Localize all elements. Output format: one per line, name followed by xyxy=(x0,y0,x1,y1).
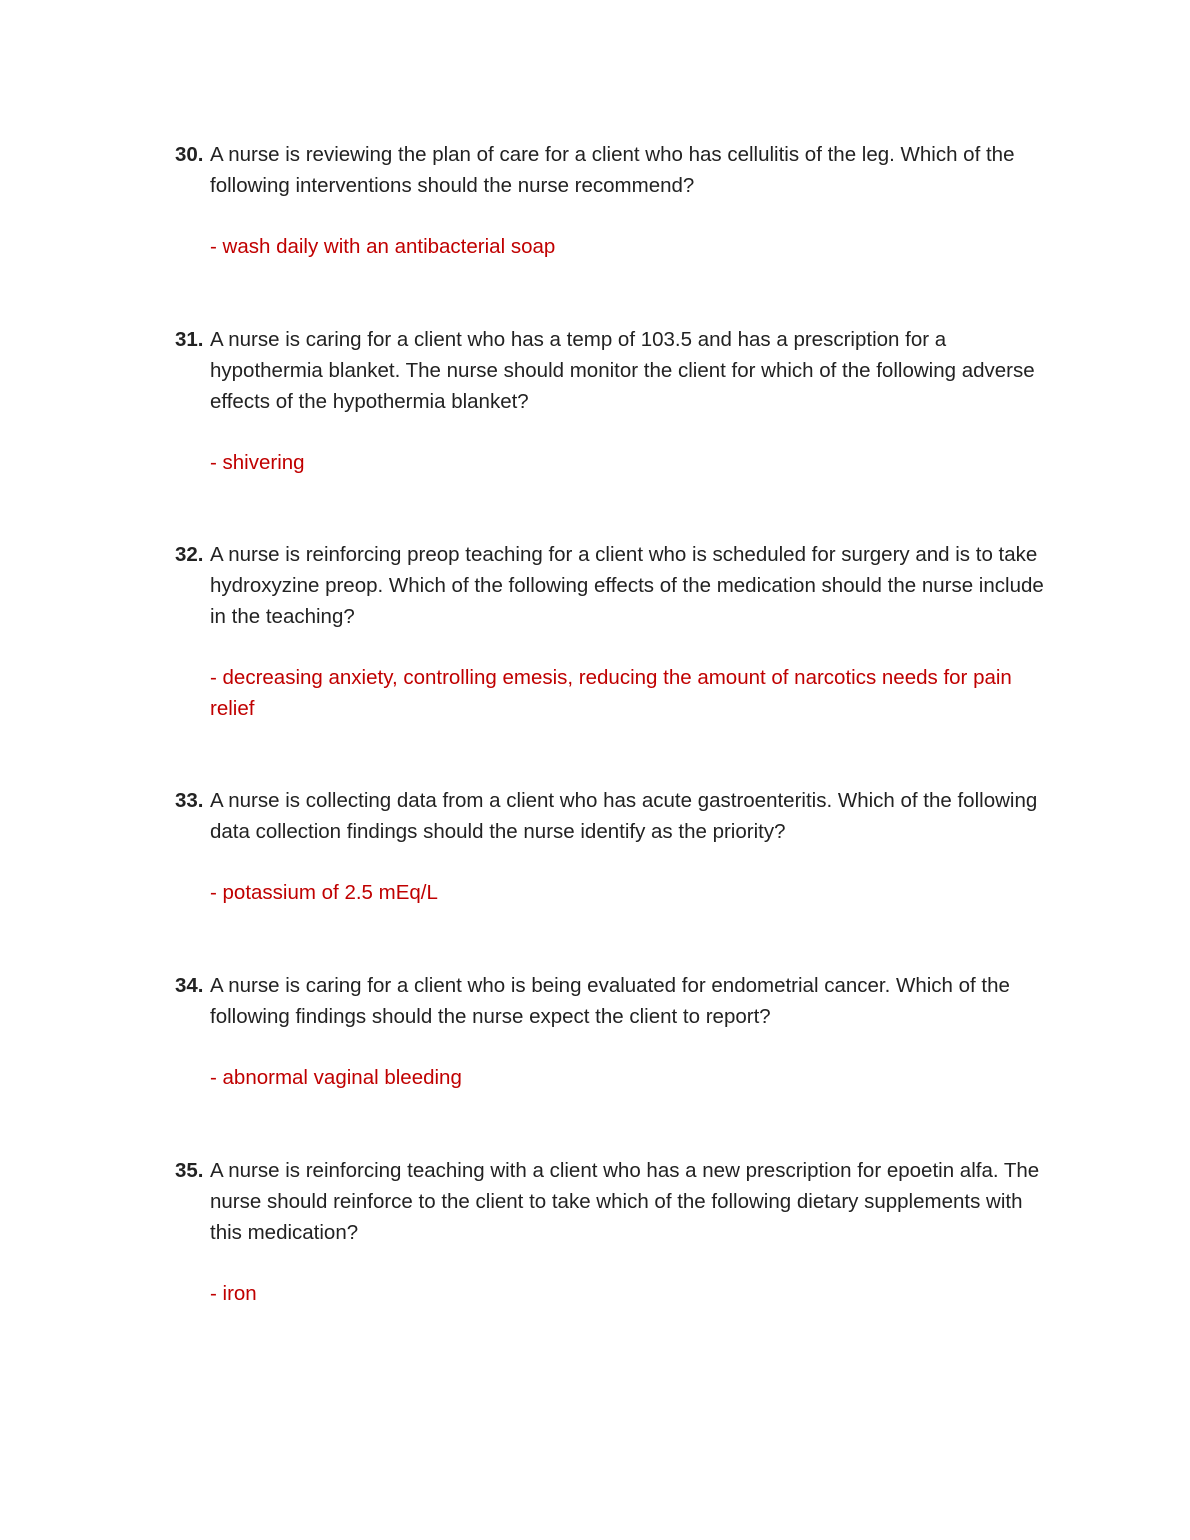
question-text xyxy=(175,324,1055,417)
question-text xyxy=(175,139,1055,201)
question-body: A nurse is reinforcing preop teaching for a client who is scheduled for surgery and is to take hydroxyzine preop. Which of the following effects of the medication should the nurse include in the teaching? xyxy=(210,543,1044,628)
question-body: A nurse is caring for a client who has a temp of 103.5 and has a prescription for a hypothermia blanket. The nurse should monitor the client for which of the following adverse effects of the hypothermia blanket? xyxy=(210,328,1035,413)
question-number: 34. xyxy=(175,974,204,997)
answer-text: - iron xyxy=(210,1282,257,1305)
question-body: A nurse is reinforcing teaching with a client who has a new prescription for epoetin alfa. The nurse should reinforce to the client to take which of the following dietary supplements with this medication? xyxy=(210,1159,1040,1244)
question-block-32 xyxy=(175,539,1055,724)
question-number: 32. xyxy=(175,543,204,566)
question-body: A nurse is caring for a client who is being evaluated for endometrial cancer. Which of the following findings should the nurse expect the client to report? xyxy=(210,974,1010,1028)
answer-text: - abnormal vaginal bleeding xyxy=(210,1066,462,1089)
question-block-30 xyxy=(175,139,1055,262)
answer-text: - wash daily with an antibacterial soap xyxy=(210,235,556,258)
question-number: 33. xyxy=(175,789,204,812)
question-body: A nurse is reviewing the plan of care for a client who has cellulitis of the leg. Which of the following interventions should the nurse recommend? xyxy=(210,143,1015,197)
answer-text: - shivering xyxy=(210,451,305,474)
question-number: 31. xyxy=(175,328,204,351)
question-text xyxy=(175,970,1055,1032)
question-text xyxy=(175,539,1055,632)
question-block-35 xyxy=(175,1155,1055,1309)
question-block-34 xyxy=(175,970,1055,1093)
question-text xyxy=(175,785,1055,847)
question-text xyxy=(175,1155,1055,1248)
question-number: 35. xyxy=(175,1159,204,1182)
question-body: A nurse is collecting data from a client who has acute gastroenteritis. Which of the following data collection findings should the nurse identify as the priority? xyxy=(210,789,1038,843)
question-number: 30. xyxy=(175,143,204,166)
answer-text: - potassium of 2.5 mEq/L xyxy=(210,881,438,904)
question-block-31 xyxy=(175,324,1055,478)
question-block-33 xyxy=(175,785,1055,908)
answer-text: - decreasing anxiety, controlling emesis, reducing the amount of narcotics needs for pain relief xyxy=(210,666,1012,720)
